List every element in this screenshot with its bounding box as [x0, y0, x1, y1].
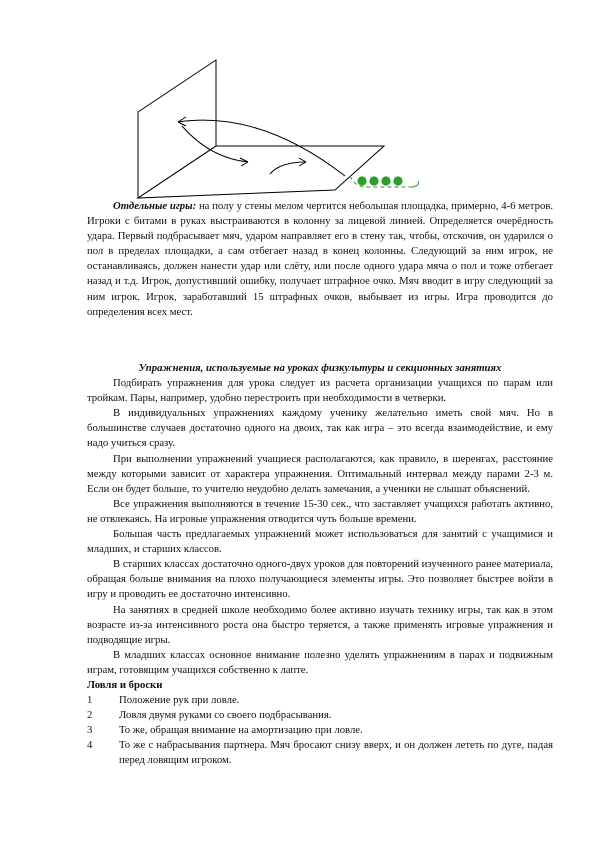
game-text: на полу у стены мелом чертится небольшая площадка, примерно, 4-6 метров. Игроки с битами в руках выстраиваются в колонну за лицевой линией. Определяется очерёдность удара. Первый подбрасывает мяч, ударом направляет его в стену так, чтобы, отскочив, он ударился о пол в пределах площадки, а сам отбегает назад в конец колонны. Следующий за ним игрок, не останавливаясь, должен нанести удар или слёту, или после одного удара мяча о пол и тоже отбегает назад и т.д. Игрок, допустивший ошибку, получает штрафное очко. Мяч вводит в игру следующий за ним игрок. Игрок, заработавший 15 штрафных очков, выбывает из игры. Игра проводится до определения всех мест.: [87, 200, 554, 318]
section-paragraph: В старших классах достаточно одного-двух уроков для повторений изученного ранее материала, обращая больше внимания на плохо получающиеся элементы игры. Это позволяет быстрее войти в игру и проводить ее достаточно интенсивно.: [87, 558, 553, 601]
list-text: То же, обращая внимание на амортизацию при ловле.: [119, 724, 363, 737]
section-paragraph: На занятиях в средней школе необходимо более активно изучать технику игры, так как в этом возрасте из-за интенсивного роста она быстро теряется, а также применять игровые упражнения и подводящие игры.: [87, 603, 553, 646]
list-number: 1: [87, 694, 93, 707]
list-item: [87, 723, 553, 738]
list-item: [87, 708, 553, 723]
players-line-end: [412, 181, 418, 187]
section-paragraph: При выполнении упражнений учащиеся располагаются, как правило, в шеренгах, расстояние между которыми зависит от характера упражнения. Оптимальный интервал между парами 2-3 м. Если он будет больше, то учителю неудобно делать замечания, а ученики не слышат объяснений.: [87, 452, 553, 495]
rebound-arrow: [182, 126, 248, 162]
court-diagram: [130, 50, 430, 200]
ball-trajectory: [178, 120, 345, 176]
player-dot: [369, 176, 378, 185]
list-text: Ловля двумя руками со своего подбрасывания.: [119, 709, 332, 722]
wall-plane: [138, 60, 216, 198]
section-paragraph: В индивидуальных упражнениях каждому ученику желательно иметь свой мяч. Но в большинстве случаев достаточно одного на двоих, так как игра – это всегда взаимодействие, и ему надо учиться сразу.: [87, 407, 553, 450]
floor-plane: [138, 146, 384, 198]
player-dot: [393, 176, 402, 185]
list-number: 4: [87, 739, 93, 752]
subheading: Ловля и броски: [87, 678, 163, 691]
exercises-section: [87, 361, 553, 769]
floor-arrow: [270, 162, 306, 174]
list-number: 3: [87, 724, 93, 737]
section-paragraph: Большая часть предлагаемых упражнений может использоваться для занятий с учащимися и младших, и старших классов.: [87, 528, 553, 556]
list-item: [87, 738, 553, 768]
list-text: Положение рук при ловле.: [119, 694, 240, 707]
list-text: То же с набрасывания партнера. Мяч бросают снизу вверх, и он должен лететь по дуге, падая перед ловящим игроком.: [119, 739, 553, 767]
section-paragraph: В младших классах основное внимание полезно уделять упражнениям в парах и подвижным играм, готовящим учащихся собственно к лапте.: [87, 648, 553, 676]
game-description: [87, 199, 553, 320]
section-paragraph: Все упражнения выполняются в течение 15-30 сек., что заставляет учащихся работать активно, не отвлекаясь. На игровые упражнения отводится чуть больше времени.: [87, 497, 553, 525]
player-dot: [381, 176, 390, 185]
section-heading: Упражнения, используемые на уроках физкультуры и секционных занятиях: [138, 362, 502, 374]
game-paragraph: [87, 199, 553, 320]
list-number: 2: [87, 709, 93, 722]
player-dot: [357, 176, 366, 185]
section-paragraph: Подбирать упражнения для урока следует из расчета организации учащихся по парам или тройкам. Пары, например, удобно перестроить при необходимости в четверки.: [87, 377, 553, 405]
game-title: Отдельные игры:: [113, 200, 197, 212]
list-item: [87, 693, 553, 708]
